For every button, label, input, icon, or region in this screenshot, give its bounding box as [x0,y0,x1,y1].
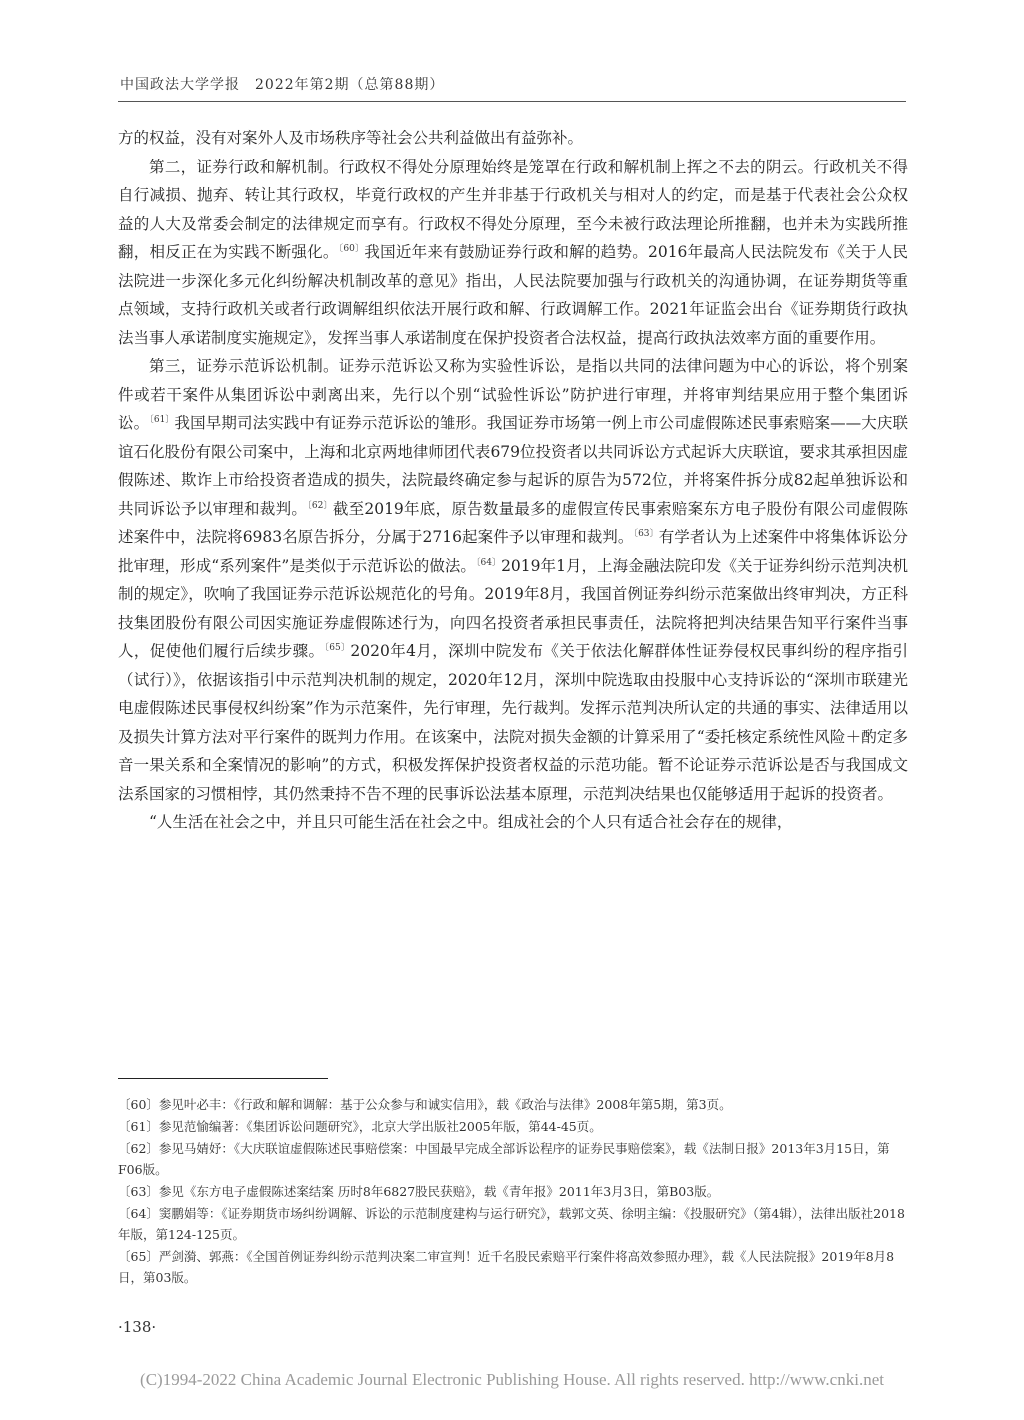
paragraph-1: 方的权益，没有对案外人及市场秩序等社会公共利益做出有益弥补。 [118,129,584,147]
copyright-watermark: (C)1994-2022 China Academic Journal Electronic Publishing House. All rights reserved. http://www.cnki.net [140,1370,884,1389]
footnote-60: 〔60〕参见叶必丰：《行政和解和调解：基于公众参与和诚实信用》，载《政治与法律》2008年第5期，第3页。 [118,1097,732,1112]
footnote-ref-61[interactable]: 〔61〕 [149,414,175,425]
footnote-ref-60[interactable]: 〔60〕 [338,243,365,254]
footnote-65: 〔65〕严剑漪、郭燕：《全国首例证券纠纷示范判决案二审宣判！近千名股民索赔平行案件将高效参照办理》，载《人民法院报》2019年8月8日，第03版。 [118,1249,895,1285]
paragraph-3-part-b: 我国早期司法实践中有证券示范诉讼的雏形。我国证券市场第一例上市公司虚假陈述民事索赔案——大庆联谊石化股份有限公司案中，上海和北京两地律师团代表679位投资者以共同诉讼方式起诉大庆联谊，要求其承担因虚假陈述、欺诈上市给投资者造成的损失，法院最终确定参与起诉的原告为572位，并将案件拆分成82起单独诉讼和共同诉讼予以审理和裁判。 [118,414,908,518]
footnote-rule [118,1078,328,1079]
footnote-ref-62[interactable]: 〔62〕 [307,500,333,511]
footnote-ref-63[interactable]: 〔63〕 [633,528,659,539]
running-head: 中国政法大学学报 2022年第2期（总第88期） [120,77,445,93]
footnote-ref-64[interactable]: 〔64〕 [475,557,502,568]
footnote-63: 〔63〕参见《东方电子虚假陈述案结案 历时8年6827股民获赔》，载《青年报》2011年3月3日，第B03版。 [118,1184,720,1199]
header-rule [118,101,906,102]
main-text [118,124,908,837]
footnote-62: 〔62〕参见马婧妤：《大庆联谊虚假陈述民事赔偿案：中国最早完成全部诉讼程序的证券民事赔偿案》，载《法制日报》2013年3月15日，第F06版。 [118,1141,890,1177]
footnote-ref-65[interactable]: 〔65〕 [324,642,351,653]
footnotes [118,1094,908,1289]
paragraph-2-part-a: 第二，证券行政和解机制。行政权不得处分原理始终是笼罩在行政和解机制上挥之不去的阴云。行政机关不得自行减损、抛弃、转让其行政权，毕竟行政权的产生并非基于行政机关与相对人的约定，而是基于代表社会公众权益的人大及常委会制定的法律规定而享有。行政权不得处分原理，至今未被行政法理论所推翻，也并未为实践所推翻，相反正在为实践不断强化。 [118,157,908,261]
footnote-61: 〔61〕参见范愉编著：《集团诉讼问题研究》，北京大学出版社2005年版，第44-45页。 [118,1119,602,1134]
paragraph-2 [118,153,908,353]
paragraph-3-part-a: 第三，证券示范诉讼机制。证券示范诉讼又称为实验性诉讼，是指以共同的法律问题为中心的诉讼，将个别案件或若干案件从集团诉讼中剥离出来，先行以个别“试验性诉讼”防护进行审理，并将审判结果应用于整个集团诉讼。 [118,357,908,432]
paragraph-3-part-c: 截至2019年底，原告数量最多的虚假宣传民事索赔案东方电子股份有限公司虚假陈述案件中，法院将6983名原告拆分，分属于2716起案件予以审理和裁判。 [118,499,909,546]
paragraph-4: “人生活在社会之中，并且只可能生活在社会之中。组成社会的个人只有适合社会存在的规律， [149,813,793,831]
paragraph-3-part-f: 2020年4月，深圳中院发布《关于依法化解群体性证券侵权民事纠纷的程序指引（试行）》，依据该指引中示范判决机制的规定，2020年12月，深圳中院选取由投服中心支持诉讼的“深圳市联建光电虚假陈述民事侵权纠纷案”作为示范案件，先行审理，先行裁判。发挥示范判决所认定的共通的事实、法律适用以及损失计算方法对平行案件的既判力作用。在该案中，法院对损失金额的计算采用了“委托核定系统性风险＋酌定多音一果关系和全案情况的影响”的方式，积极发挥保护投资者权益的示范功能。暂不论证券示范诉讼是否与我国成文法系国家的习惯相悖，其仍然秉持不告不理的民事诉讼法基本原理，示范判决结果也仅能够适用于起诉的投资者。 [118,642,909,803]
page-number: ·138· [118,1318,157,1336]
paragraph-3-part-d: 有学者认为上述案件中将集体诉讼分批审理，形成“系列案件”是类似于示范诉讼的做法。 [118,528,908,575]
paragraph-3-part-e: 2019年1月，上海金融法院印发《关于证券纠纷示范判决机制的规定》，吹响了我国证券示范诉讼规范化的号角。2019年8月，我国首例证券纠纷示范案做出终审判决，方正科技集团股份有限公司因实施证券虚假陈述行为，向四名投资者承担民事责任，法院将把判决结果告知平行案件当事人，促使他们履行后续步骤。 [118,556,908,660]
footnote-64: 〔64〕窦鹏娟等：《证券期货市场纠纷调解、诉讼的示范制度建构与运行研究》，载郭文英、徐明主编：《投服研究》（第4辑），法律出版社2018年版，第124-125页。 [118,1206,905,1242]
paragraph-3 [118,352,908,808]
paragraph-2-part-b: 我国近年来有鼓励证券行政和解的趋势。2016年最高人民法院发布《关于人民法院进一步深化多元化纠纷解决机制改革的意见》指出，人民法院要加强与行政机关的沟通协调，在证券期货等重点领域，支持行政机关或者行政调解组织依法开展行政和解、行政调解工作。2021年证监会出台《证券期货行政执法当事人承诺制度实施规定》，发挥当事人承诺制度在保护投资者合法权益，提高行政执法效率方面的重要作用。 [118,243,909,347]
